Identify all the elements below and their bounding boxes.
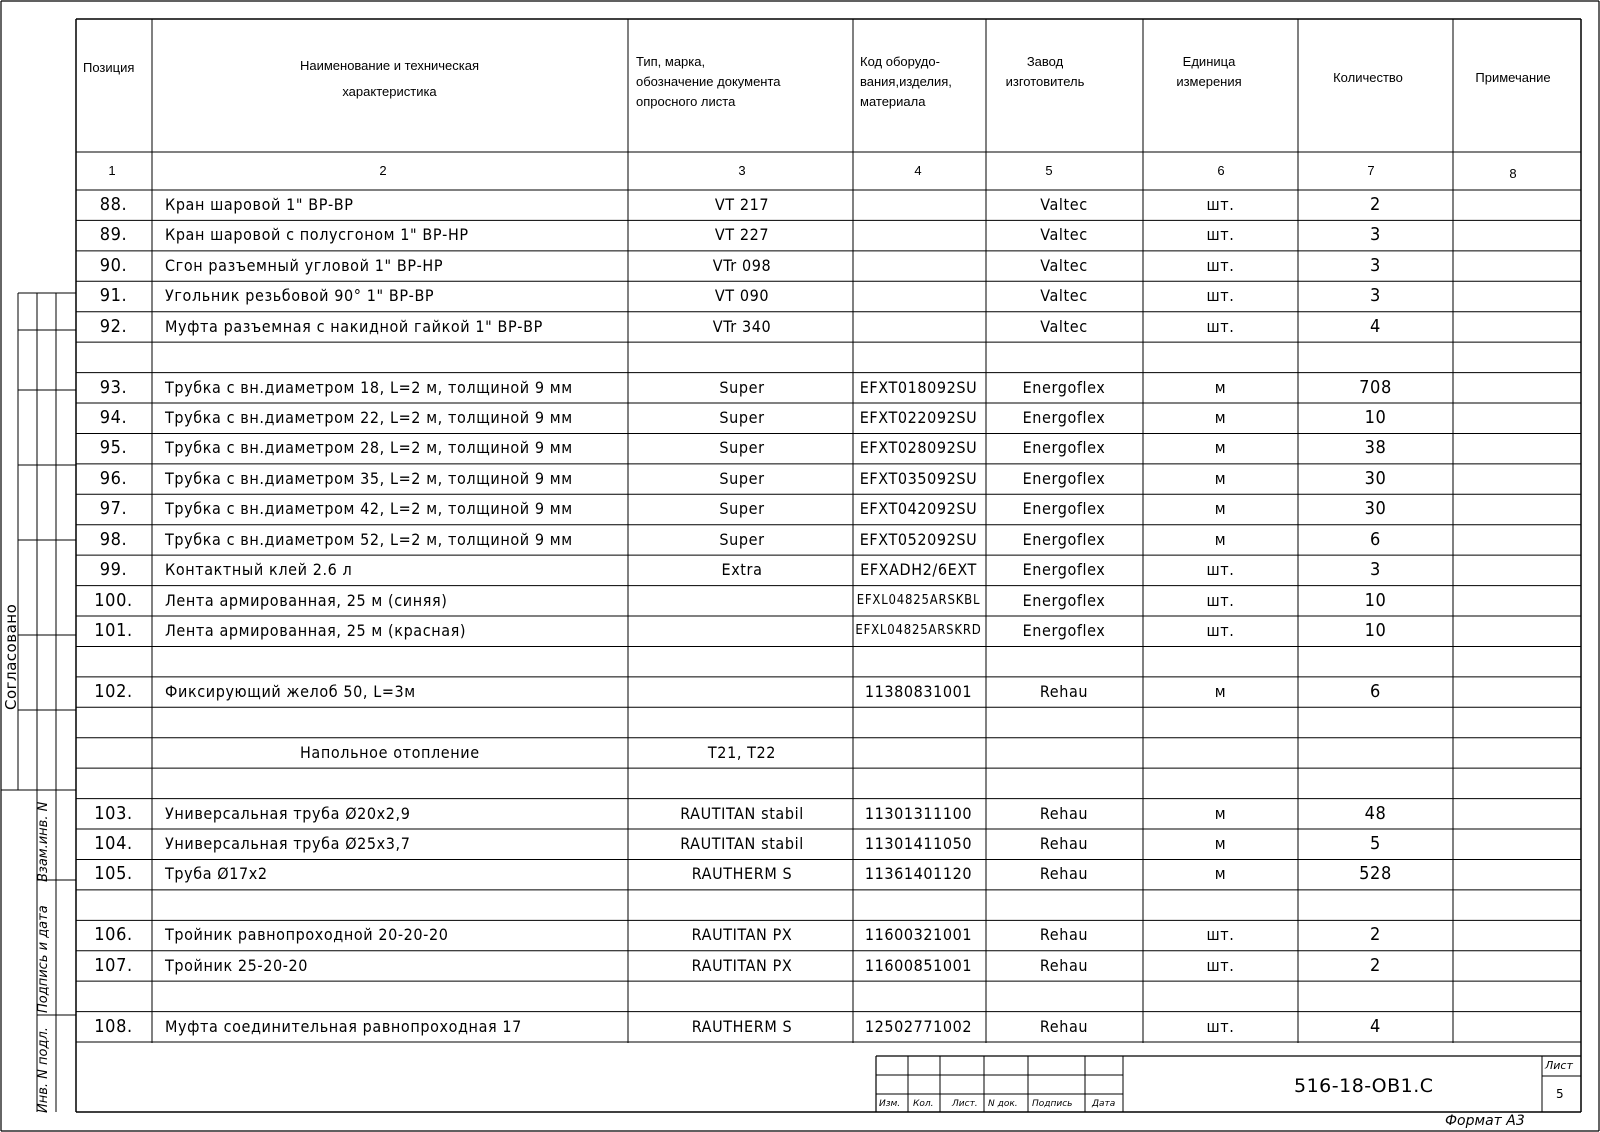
row-unit: м bbox=[1214, 681, 1227, 701]
header-code-line2: вания,изделия, bbox=[860, 74, 952, 89]
row-unit: м bbox=[1214, 864, 1227, 884]
row-quantity: 3 bbox=[1370, 285, 1381, 307]
row-maker: Energoflex bbox=[1022, 468, 1106, 488]
row-position: 90. bbox=[99, 254, 128, 276]
row-name: Муфта соединительная равнопроходная 17 bbox=[165, 1016, 522, 1036]
row-position: 105. bbox=[94, 863, 133, 885]
row-position: 103. bbox=[94, 802, 133, 824]
column-number-8: 8 bbox=[1509, 166, 1517, 181]
row-position: 107. bbox=[94, 954, 133, 976]
row-position: 93. bbox=[99, 376, 128, 398]
row-type: VT 217 bbox=[714, 195, 770, 214]
row-maker: Energoflex bbox=[1022, 408, 1106, 427]
row-name: Трубка с вн.диаметром 35, L=2 м, толщиной 9 мм bbox=[165, 468, 573, 488]
column-number-5: 5 bbox=[1045, 163, 1053, 178]
row-quantity: 10 bbox=[1364, 620, 1387, 642]
row-quantity: 10 bbox=[1364, 589, 1387, 611]
row-maker: Energoflex bbox=[1022, 438, 1106, 458]
row-type: Super bbox=[719, 529, 765, 549]
row-position: 108. bbox=[94, 1015, 133, 1037]
row-unit: шт. bbox=[1206, 255, 1235, 275]
row-name: Контактный клей 2.6 л bbox=[165, 560, 353, 580]
row-code: EFXT022092SU bbox=[859, 408, 978, 427]
header-name-line2: характеристика bbox=[342, 84, 437, 99]
row-quantity: 708 bbox=[1359, 376, 1392, 398]
row-quantity: 48 bbox=[1364, 802, 1387, 824]
row-position: 94. bbox=[99, 407, 128, 428]
row-maker: Valtec bbox=[1040, 286, 1088, 306]
row-unit: м bbox=[1214, 408, 1227, 427]
sheet-number: 5 bbox=[1556, 1087, 1564, 1101]
row-type: Super bbox=[719, 468, 765, 488]
tb-label-list: Лист. bbox=[952, 1099, 978, 1109]
header-type-line3: опросного листа bbox=[636, 94, 736, 109]
row-position: 91. bbox=[99, 285, 128, 307]
row-type: Super bbox=[719, 408, 765, 427]
row-name: Трубка с вн.диаметром 28, L=2 м, толщиной 9 мм bbox=[165, 438, 573, 458]
row-maker: Valtec bbox=[1040, 225, 1088, 245]
row-position: 100. bbox=[94, 589, 133, 611]
row-maker: Rehau bbox=[1039, 803, 1089, 823]
format-label: Формат А3 bbox=[1445, 1113, 1525, 1129]
row-unit: м bbox=[1214, 377, 1227, 397]
row-quantity: 6 bbox=[1370, 528, 1381, 550]
header-code-line3: материала bbox=[860, 94, 926, 109]
row-unit: шт. bbox=[1206, 590, 1235, 610]
row-position: 106. bbox=[94, 924, 133, 946]
row-type: Super bbox=[719, 499, 765, 519]
row-position: 104. bbox=[94, 833, 133, 855]
row-unit: м bbox=[1214, 468, 1227, 488]
row-name: Универсальная труба Ø20x2,9 bbox=[165, 803, 411, 823]
stamp-replace-inv: Взам.инв. N bbox=[36, 801, 51, 882]
row-name: Трубка с вн.диаметром 52, L=2 м, толщиной 9 мм bbox=[165, 529, 573, 549]
row-name: Фиксирующий желоб 50, L=3м bbox=[165, 681, 416, 701]
row-quantity: 2 bbox=[1370, 194, 1381, 215]
row-type: RAUTITAN stabil bbox=[680, 834, 804, 854]
column-number-7: 7 bbox=[1367, 163, 1375, 178]
row-type: VTr 340 bbox=[712, 316, 772, 336]
row-unit: шт. bbox=[1206, 925, 1235, 945]
row-name: Напольное отопление bbox=[300, 742, 480, 762]
row-position: 88. bbox=[99, 194, 128, 215]
row-maker: Valtec bbox=[1040, 316, 1088, 336]
row-unit: шт. bbox=[1206, 225, 1235, 245]
row-maker: Energoflex bbox=[1022, 499, 1106, 519]
row-quantity: 38 bbox=[1364, 437, 1387, 459]
row-maker: Rehau bbox=[1039, 925, 1089, 945]
row-name: Кран шаровой 1" ВР-ВР bbox=[165, 195, 354, 214]
row-type: VT 227 bbox=[714, 225, 770, 245]
row-position: 89. bbox=[99, 224, 128, 246]
row-type: RAUTHERM S bbox=[691, 864, 793, 884]
tb-label-kol: Кол. bbox=[913, 1099, 934, 1109]
row-position: 97. bbox=[99, 498, 128, 520]
row-code: EFXT028092SU bbox=[859, 438, 978, 458]
row-quantity: 2 bbox=[1370, 954, 1381, 976]
stamp-agreed: Согласовано bbox=[2, 603, 20, 710]
header-unit-line2: измерения bbox=[1176, 74, 1242, 89]
row-code: 11301411050 bbox=[864, 834, 973, 854]
row-quantity: 30 bbox=[1364, 467, 1387, 489]
tb-label-ndoc: N док. bbox=[988, 1099, 1018, 1109]
header-maker-line1: Завод bbox=[1026, 54, 1064, 69]
row-code: EFXT018092SU bbox=[859, 377, 978, 397]
row-quantity: 4 bbox=[1370, 315, 1381, 337]
header-code-line1: Код оборудо- bbox=[860, 54, 940, 69]
row-maker: Rehau bbox=[1039, 864, 1089, 884]
row-quantity: 528 bbox=[1359, 863, 1392, 885]
row-unit: шт. bbox=[1206, 195, 1235, 214]
row-quantity: 30 bbox=[1364, 498, 1387, 520]
row-quantity: 3 bbox=[1370, 559, 1381, 581]
row-type: RAUTITAN PX bbox=[691, 955, 793, 975]
row-name: Угольник резьбовой 90° 1" ВР-ВР bbox=[165, 286, 435, 306]
row-quantity: 3 bbox=[1370, 224, 1381, 246]
row-type: RAUTITAN stabil bbox=[680, 803, 804, 823]
row-unit: шт. bbox=[1206, 1016, 1235, 1036]
row-position: 102. bbox=[94, 680, 133, 702]
row-name: Тройник 25-20-20 bbox=[165, 955, 309, 975]
header-type-line1: Тип, марка, bbox=[636, 54, 706, 69]
row-maker: Energoflex bbox=[1022, 560, 1106, 580]
row-unit: м bbox=[1214, 529, 1227, 549]
row-name: Тройник равнопроходной 20-20-20 bbox=[165, 925, 449, 945]
row-maker: Rehau bbox=[1039, 1016, 1089, 1036]
row-type: VT 090 bbox=[714, 286, 770, 306]
row-type: T21, T22 bbox=[707, 742, 777, 762]
stamp-inv-orig: Инв. N подл. bbox=[36, 1027, 51, 1113]
column-number-4: 4 bbox=[914, 163, 922, 178]
tb-label-sign: Подпись bbox=[1032, 1099, 1073, 1109]
row-unit: шт. bbox=[1206, 621, 1235, 641]
row-code: EFXL04825ARSKBL bbox=[856, 592, 981, 608]
row-position: 92. bbox=[99, 315, 128, 337]
row-name: Трубка с вн.диаметром 22, L=2 м, толщиной 9 мм bbox=[165, 408, 573, 427]
row-type: VTr 098 bbox=[712, 255, 772, 275]
row-name: Лента армированная, 25 м (синяя) bbox=[165, 590, 448, 610]
tb-label-izm: Изм. bbox=[879, 1099, 901, 1109]
row-code: 12502771002 bbox=[864, 1016, 973, 1036]
row-type: RAUTITAN PX bbox=[691, 925, 793, 945]
header-note: Примечание bbox=[1475, 70, 1551, 85]
row-name: Трубка с вн.диаметром 18, L=2 м, толщиной 9 мм bbox=[165, 377, 573, 397]
row-name: Трубка с вн.диаметром 42, L=2 м, толщиной 9 мм bbox=[165, 499, 573, 519]
row-name: Лента армированная, 25 м (красная) bbox=[165, 621, 467, 641]
row-name: Универсальная труба Ø25x3,7 bbox=[165, 834, 411, 854]
row-position: 95. bbox=[99, 437, 128, 459]
row-quantity: 6 bbox=[1370, 680, 1381, 702]
column-number-1: 1 bbox=[108, 163, 116, 178]
row-position: 101. bbox=[94, 620, 133, 642]
row-unit: м bbox=[1214, 803, 1227, 823]
row-quantity: 3 bbox=[1370, 254, 1381, 276]
row-type: Extra bbox=[721, 560, 763, 580]
doc-code: 516-18-ОВ1.С bbox=[1294, 1075, 1434, 1097]
row-quantity: 2 bbox=[1370, 924, 1381, 946]
row-code: 11380831001 bbox=[864, 681, 973, 701]
row-code: EFXT042092SU bbox=[859, 499, 978, 519]
row-maker: Valtec bbox=[1040, 255, 1088, 275]
row-code: EFXT052092SU bbox=[859, 529, 978, 549]
row-position: 98. bbox=[99, 528, 128, 550]
row-maker: Energoflex bbox=[1022, 590, 1106, 610]
row-unit: шт. bbox=[1206, 286, 1235, 306]
tb-label-date: Дата bbox=[1092, 1099, 1116, 1109]
header-position: Позиция bbox=[83, 60, 135, 75]
row-maker: Energoflex bbox=[1022, 621, 1106, 641]
row-code: 11361401120 bbox=[864, 864, 973, 884]
stamp-sign-date: Подпись и дата bbox=[36, 905, 51, 1013]
row-name: Муфта разъемная с накидной гайкой 1" ВР-ВР bbox=[165, 316, 543, 336]
row-name: Кран шаровой с полусгоном 1" ВР-НР bbox=[165, 225, 469, 245]
row-code: 11301311100 bbox=[864, 803, 973, 823]
row-unit: шт. bbox=[1206, 560, 1235, 580]
header-unit-line1: Единица bbox=[1182, 54, 1236, 69]
column-number-2: 2 bbox=[379, 163, 387, 178]
row-quantity: 4 bbox=[1370, 1015, 1381, 1037]
row-position: 99. bbox=[99, 559, 128, 581]
header-type-line2: обозначение документа bbox=[636, 74, 781, 89]
row-name: Труба Ø17x2 bbox=[165, 864, 268, 884]
row-code: EFXL04825ARSKRD bbox=[855, 623, 982, 639]
row-type: Super bbox=[719, 377, 765, 397]
row-unit: м bbox=[1214, 499, 1227, 519]
column-number-6: 6 bbox=[1217, 163, 1225, 178]
row-quantity: 10 bbox=[1364, 407, 1387, 428]
row-code: 11600851001 bbox=[864, 955, 973, 975]
column-number-3: 3 bbox=[738, 163, 746, 178]
header-quantity: Количество bbox=[1333, 70, 1403, 85]
row-unit: м bbox=[1214, 438, 1227, 458]
row-unit: шт. bbox=[1206, 316, 1235, 336]
row-type: RAUTHERM S bbox=[691, 1016, 793, 1036]
row-type: Super bbox=[719, 438, 765, 458]
row-maker: Energoflex bbox=[1022, 377, 1106, 397]
row-maker: Valtec bbox=[1040, 195, 1088, 214]
row-maker: Rehau bbox=[1039, 834, 1089, 854]
row-code: EFXT035092SU bbox=[859, 468, 978, 488]
header-maker-line2: изготовитель bbox=[1005, 74, 1085, 89]
row-maker: Rehau bbox=[1039, 955, 1089, 975]
row-quantity: 5 bbox=[1370, 833, 1381, 855]
row-maker: Rehau bbox=[1039, 681, 1089, 701]
row-code: EFXADH2/6EXT bbox=[860, 560, 977, 580]
row-position: 96. bbox=[99, 467, 128, 489]
sheet-label: Лист bbox=[1545, 1059, 1573, 1072]
row-code: 11600321001 bbox=[864, 925, 973, 945]
row-name: Сгон разъемный угловой 1" ВР-НР bbox=[165, 255, 444, 275]
row-maker: Energoflex bbox=[1022, 529, 1106, 549]
header-name-line1: Наименование и техническая bbox=[299, 58, 480, 73]
row-unit: шт. bbox=[1206, 955, 1235, 975]
row-unit: м bbox=[1214, 834, 1227, 854]
